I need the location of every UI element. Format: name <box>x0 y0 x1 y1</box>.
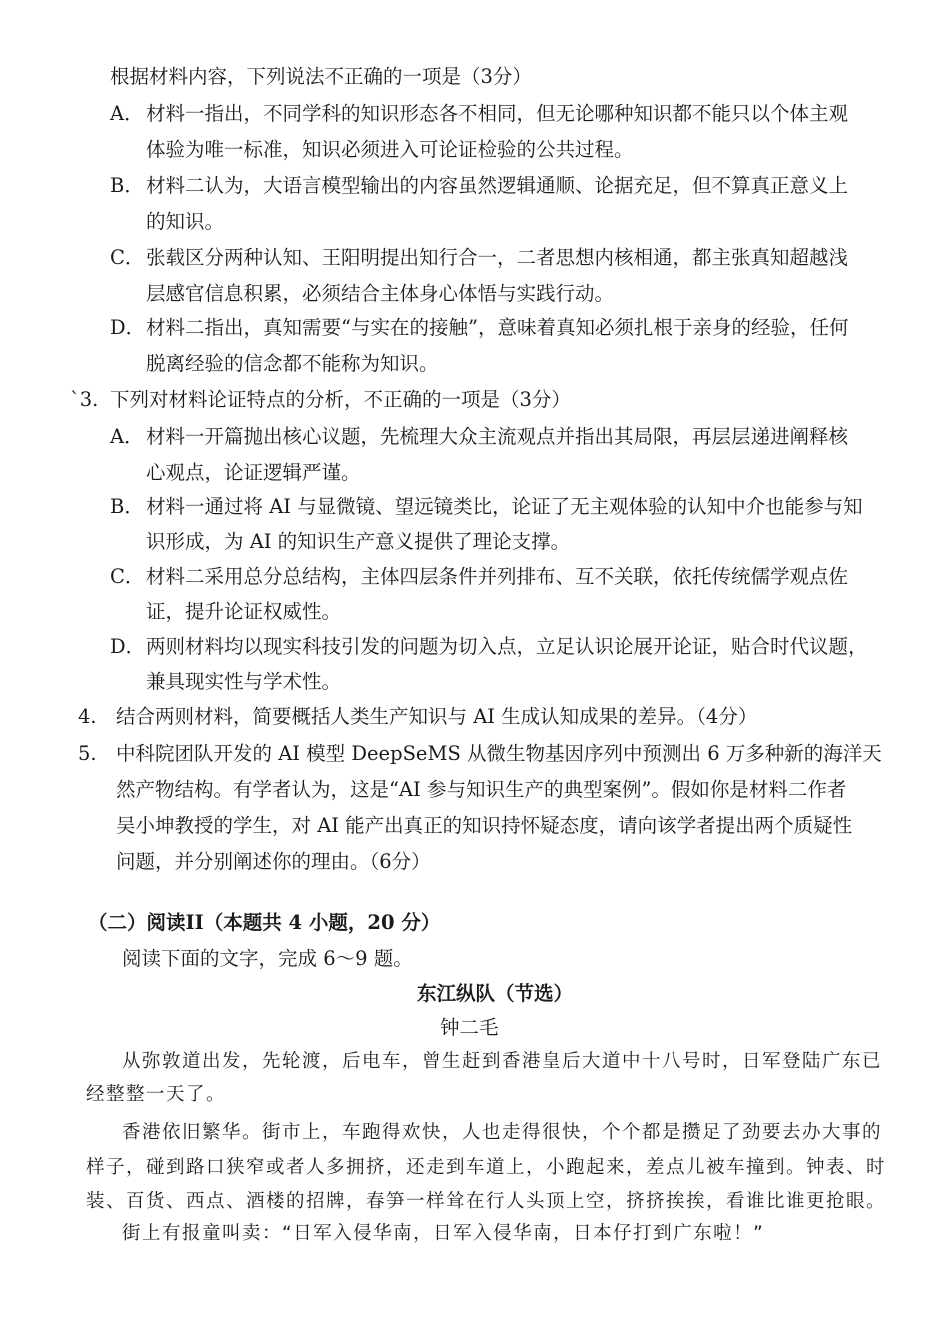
story-paragraph-2-line2: 样子，碰到路口狭窄或者人多拥挤，还走到车道上，小跑起来，差点儿被车撞到。钟表、时 <box>86 1157 887 1178</box>
q2-option-d-line2: 脱离经验的信念都不能称为知识。 <box>146 352 439 375</box>
q3-option-a-line2: 心观点，论证逻辑严谨。 <box>146 461 361 484</box>
q5-line3: 吴小坤教授的学生，对 AI 能产出真正的知识持怀疑态度，请向该学者提出两个质疑性 <box>116 814 853 837</box>
q3-option-b-letter: B． <box>110 495 144 518</box>
q3-option-a-letter: A． <box>110 425 144 448</box>
q2-option-b-line2: 的知识。 <box>146 210 225 233</box>
story-paragraph-3-line1: 街上有报童叫卖：“日军入侵华南，日军入侵华南，日本仔打到广东啦！” <box>122 1223 765 1244</box>
q2-option-c-line1: 张载区分两种认知、王阳明提出知行合一，二者思想内核相通，都主张真知超越浅 <box>146 246 849 269</box>
q2-option-d-letter: D． <box>110 316 146 339</box>
q2-option-a-letter: A． <box>110 102 144 125</box>
q4-text: 结合两则材料，简要概括人类生产知识与 AI 生成认知成果的差异。（4分） <box>116 705 758 728</box>
q3-option-c-line2: 证，提升论证权威性。 <box>146 600 342 623</box>
q3-option-d-line2: 兼具现实性与学术性。 <box>146 670 342 693</box>
q3-number: `3. <box>70 388 99 411</box>
q2-option-b-line1: 材料二认为，大语言模型输出的内容虽然逻辑通顺、论据充足，但不算真正意义上 <box>146 174 849 197</box>
story-paragraph-1-line1: 从弥敦道出发，先轮渡，后电车，曾生赶到香港皇后大道中十八号时，日军登陆广东已 <box>122 1051 883 1072</box>
q2-option-a-line1: 材料一指出，不同学科的知识形态各不相同，但无论哪种知识都不能只以个体主观 <box>146 102 849 125</box>
q3-option-c-line1: 材料二采用总分总结构，主体四层条件并列排布、互不关联，依托传统儒学观点佐 <box>146 565 849 588</box>
section-heading: （二）阅读II（本题共 4 小题，20 分） <box>88 911 441 934</box>
story-title: 东江纵队（节选） <box>417 982 574 1005</box>
story-author: 钟二毛 <box>440 1016 499 1039</box>
q3-option-a-line1: 材料一开篇抛出核心议题，先梳理大众主流观点并指出其局限，再层层递进阐释核 <box>146 425 849 448</box>
q2-option-c-letter: C． <box>110 246 145 269</box>
q2-option-c-line2: 层感官信息积累，必须结合主体身心体悟与实践行动。 <box>146 282 615 305</box>
q2-stem: 根据材料内容，下列说法不正确的一项是（3分） <box>110 65 532 88</box>
q2-option-d-line1: 材料二指出，真知需要“与实在的接触”，意味着真知必须扎根于亲身的经验，任何 <box>146 316 849 339</box>
q2-option-b-letter: B． <box>110 174 144 197</box>
q3-option-d-letter: D． <box>110 635 146 658</box>
story-paragraph-2-line1: 香港依旧繁华。街市上，车跑得欢快，人也走得很快，个个都是攒足了劲要去办大事的 <box>122 1122 883 1143</box>
q5-line1: 中科院团队开发的 AI 模型 DeepSeMS 从微生物基因序列中预测出 6 万多种新的海洋天 <box>116 742 882 765</box>
q5-line2: 然产物结构。有学者认为，这是“AI 参与知识生产的典型案例”。假如你是材料二作者 <box>116 778 847 801</box>
q5-number: 5. <box>78 742 97 765</box>
q4-number: 4. <box>78 705 97 728</box>
q3-option-c-letter: C． <box>110 565 145 588</box>
section-instruction: 阅读下面的文字，完成 6～9 题。 <box>122 947 413 970</box>
q3-stem: 下列对材料论证特点的分析，不正确的一项是（3分） <box>110 388 571 411</box>
story-paragraph-2-line3: 装、百货、西点、酒楼的招牌，春笋一样耸在行人头顶上空，挤挤挨挨，看谁比谁更抢眼。 <box>86 1191 887 1212</box>
story-paragraph-1-line2: 经整整一天了。 <box>86 1084 227 1105</box>
q3-option-b-line2: 识形成，为 AI 的知识生产意义提供了理论支撑。 <box>146 530 571 553</box>
q3-option-b-line1: 材料一通过将 AI 与显微镜、望远镜类比，论证了无主观体验的认知中介也能参与知 <box>146 495 863 518</box>
q5-line4: 问题，并分别阐述你的理由。（6分） <box>116 850 431 873</box>
q2-option-a-line2: 体验为唯一标准，知识必须进入可论证检验的公共过程。 <box>146 138 634 161</box>
q3-option-d-line1: 两则材料均以现实科技引发的问题为切入点，立足认识论展开论证，贴合时代议题， <box>146 635 868 658</box>
